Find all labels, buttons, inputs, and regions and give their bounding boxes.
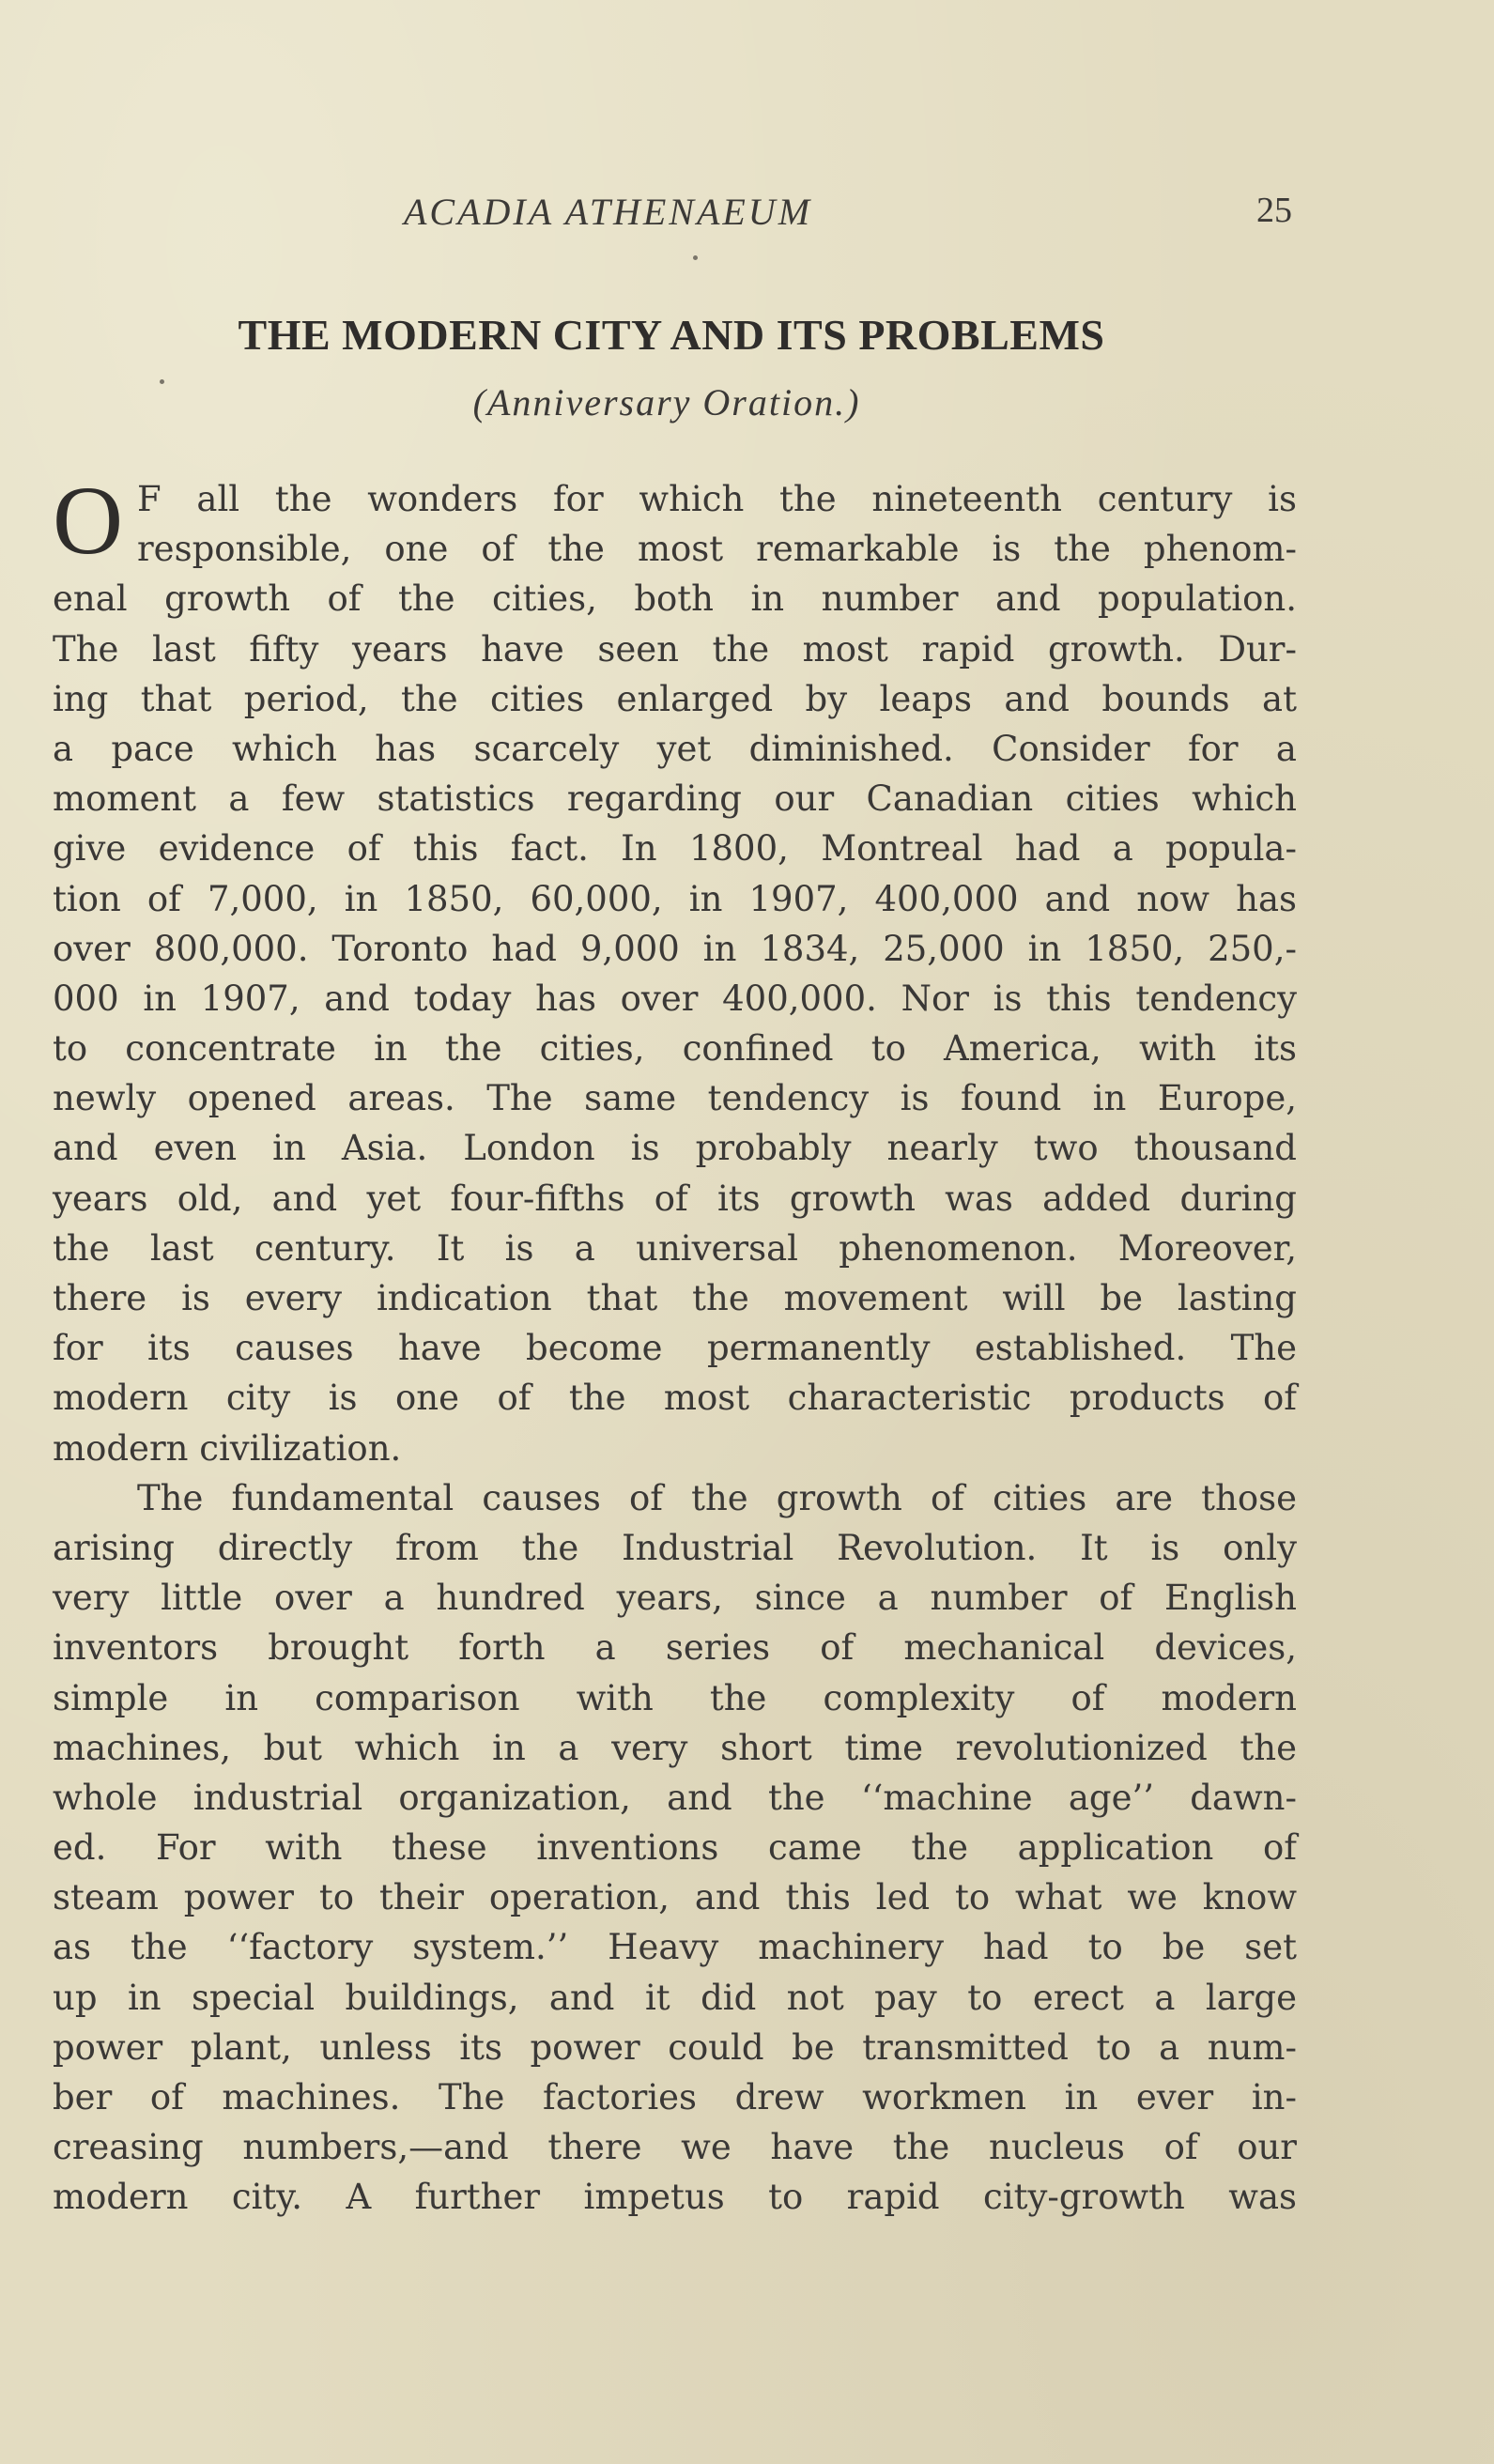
text-line: modern civilization. <box>53 1427 402 1469</box>
text-line: 000 in 1907, and today has over 400,000. Nor is this tendency <box>53 978 1297 1019</box>
text-line: very little over a hundred years, since a number of English <box>53 1578 1297 1619</box>
text-line: ing that period, the cities enlarged by leaps and bounds at <box>53 678 1297 719</box>
text-line: power plant, unless its power could be transmitted to a num- <box>53 2026 1297 2068</box>
text-line: modern city. A further impetus to rapid city-growth was <box>53 2177 1297 2218</box>
text-line: years old, and yet four-fifths of its growth was added during <box>53 1178 1297 1219</box>
page-number: 25 <box>1256 191 1292 230</box>
running-head <box>0 190 1494 246</box>
text-line: and even in Asia. London is probably nearly two thousand <box>53 1128 1297 1169</box>
text-line: modern city is one of the most characteristic products of <box>53 1378 1297 1419</box>
text-line: for its causes have become permanently established. The <box>53 1328 1297 1369</box>
text-line: responsible, one of the most remarkable is the phenom- <box>137 529 1297 570</box>
text-line: to concentrate in the cities, confined to America, with its <box>53 1028 1297 1070</box>
text-line: whole industrial organization, and the ‘‘machine age’’ dawn- <box>53 1777 1297 1818</box>
text-line: over 800,000. Toronto had 9,000 in 1834, 25,000 in 1850, 250,- <box>53 928 1297 969</box>
journal-name: ACADIA ATHENAEUM <box>404 191 813 233</box>
text-line: as the ‘‘factory system.’’ Heavy machinery had to be set <box>53 1927 1297 1968</box>
text-line: steam power to their operation, and this led to what we know <box>53 1877 1297 1918</box>
text-line: creasing numbers,—and there we have the nucleus of our <box>53 2127 1297 2168</box>
text-line: tion of 7,000, in 1850, 60,000, in 1907, 400,000 and now has <box>53 878 1297 919</box>
text-line: ber of machines. The factories drew workmen in ever in- <box>53 2077 1297 2118</box>
text-line-content: F all the wonders for which the nineteenth century is <box>137 479 1297 519</box>
text-line: machines, but which in a very short time revolutionized the <box>53 1727 1297 1768</box>
text-line: the last century. It is a universal phenomenon. Moreover, <box>53 1227 1297 1269</box>
text-line: The last fifty years have seen the most rapid growth. Dur- <box>53 628 1297 670</box>
text-line: inventors brought forth a series of mechanical devices, <box>53 1627 1297 1669</box>
drop-cap: O <box>53 467 124 575</box>
text-line: arising directly from the Industrial Revolution. It is only <box>53 1527 1297 1568</box>
text-line: newly opened areas. The same tendency is found in Europe, <box>53 1078 1297 1119</box>
article-title: THE MODERN CITY AND ITS PROBLEMS <box>238 311 1105 359</box>
text-line: there is every indication that the movement will be lasting <box>53 1278 1297 1318</box>
text-line: a pace which has scarcely yet diminished. Consider for a <box>53 728 1297 769</box>
paper-speck <box>693 255 698 260</box>
text-line: simple in comparison with the complexity of modern <box>53 1677 1297 1718</box>
paper-speck <box>160 379 164 384</box>
text-line: moment a few statistics regarding our Canadian cities which <box>53 778 1297 820</box>
article-subtitle: (Anniversary Oration.) <box>472 381 861 424</box>
text-line: up in special buildings, and it did not pay to erect a large <box>53 1977 1297 2018</box>
text-line: enal growth of the cities, both in number and population. <box>53 578 1297 620</box>
text-line: give evidence of this fact. In 1800, Montreal had a popula- <box>53 828 1297 870</box>
text-line: The fundamental causes of the growth of cities are those <box>137 1477 1297 1518</box>
text-line: ed. For with these inventions came the application of <box>53 1827 1297 1869</box>
article-body <box>53 467 1297 2223</box>
